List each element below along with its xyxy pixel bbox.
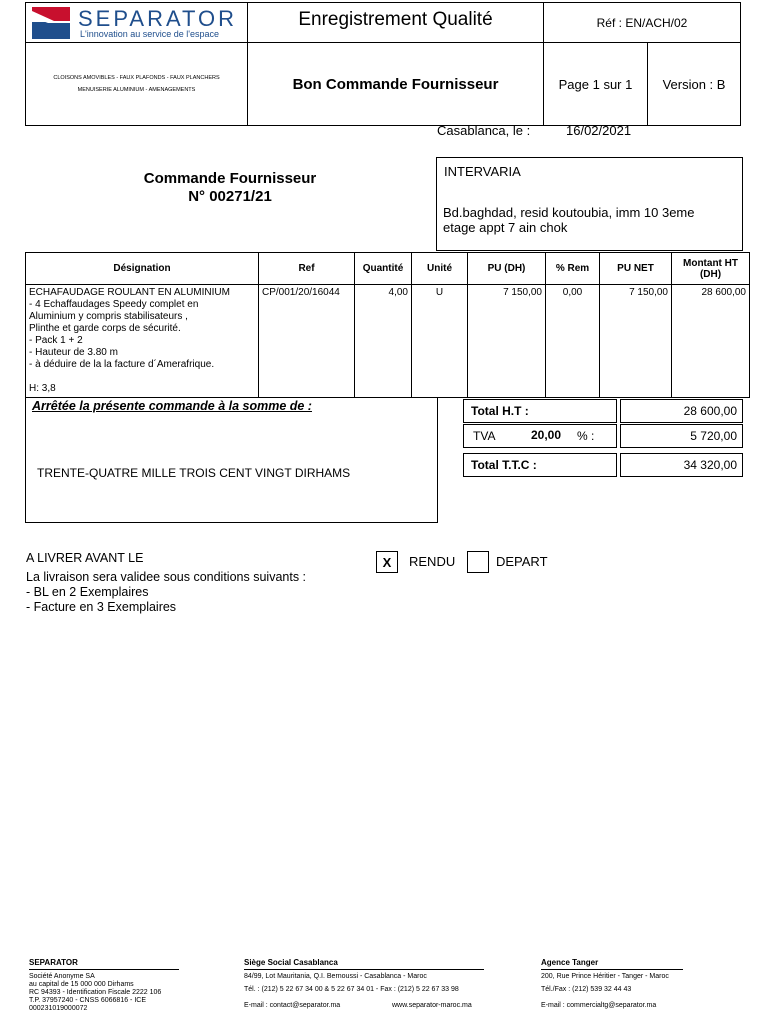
- supplier-address-2: etage appt 7 ain chok: [443, 220, 568, 235]
- activities-cell: [25, 42, 248, 126]
- footer-tangier-phone: Tél./Fax : (212) 539 32 44 43: [541, 986, 632, 993]
- cell-pu: 7 150,00: [468, 285, 546, 398]
- footer-head-office-title: Siège Social Casablanca: [244, 958, 484, 970]
- footer-head-office-address: 84/99, Lot Mauritania, Q.I. Bernoussi - Casablanca - Maroc: [244, 972, 427, 980]
- condition-line: La livraison sera validee sous conditions suivants :: [26, 570, 307, 584]
- tva-label-box: [463, 424, 617, 448]
- tva-rate: 20,00: [531, 428, 562, 442]
- separator-logo-icon: [32, 7, 70, 39]
- footer-company-line: T.P. 37957240 - CNSS 6066816 - ICE: [29, 997, 147, 1004]
- cell-quantite: 4,00: [355, 285, 412, 398]
- cell-ref: CP/001/20/16044: [259, 285, 355, 398]
- col-montant: Montant HT (DH): [672, 253, 750, 285]
- designation-line: ECHAFAUDAGE ROULANT EN ALUMINIUM: [29, 287, 230, 298]
- col-rem: % Rem: [546, 253, 600, 285]
- order-title: Commande Fournisseur: [143, 170, 317, 187]
- total-ht-value: 28 600,00: [683, 404, 737, 418]
- rendu-checkbox[interactable]: X: [376, 551, 398, 573]
- doc-title: Bon Commande Fournisseur: [292, 75, 499, 93]
- designation-line: - à déduire de la la facture d´Amerafrique.: [29, 359, 215, 370]
- cell-designation: [26, 285, 259, 398]
- doc-title-cell: [247, 42, 544, 126]
- brand-name: SEPARATOR: [78, 6, 238, 31]
- amount-words-label: Arrêtée la présente commande à la somme de :: [32, 399, 312, 413]
- supplier-address-1: Bd.baghdad, resid koutoubia, imm 10 3eme: [443, 205, 695, 220]
- amount-words-box: [25, 397, 438, 523]
- total-ttc-label: Total T.T.C :: [471, 458, 537, 472]
- total-ttc-value: 34 320,00: [683, 458, 737, 472]
- table-row: [26, 285, 750, 398]
- designation-line: [29, 371, 255, 383]
- footer-company-line: au capital de 15 000 000 Dirhams: [29, 981, 134, 988]
- items-table: [25, 252, 750, 398]
- total-ttc-label-box: [463, 453, 617, 477]
- footer-website-link[interactable]: www.separator-maroc.ma: [392, 1001, 472, 1009]
- record-title-cell: [247, 2, 544, 43]
- cell-montant: 28 600,00: [672, 285, 750, 398]
- activities-line-1: CLOISONS AMOVIBLES - FAUX PLAFONDS - FAUX PLANCHERS: [53, 75, 220, 81]
- footer-company: [29, 958, 179, 1013]
- designation-line: - Pack 1 + 2: [29, 335, 83, 346]
- record-title: Enregistrement Qualité: [298, 9, 493, 30]
- page-cell: [543, 42, 648, 126]
- version: Version : B: [662, 76, 726, 92]
- supplier-box: [436, 157, 743, 251]
- page-number: Page 1 sur 1: [558, 76, 633, 92]
- footer-company-line: 000231019000072: [29, 1005, 88, 1012]
- designation-line: Plinthe et garde corps de sécurité.: [29, 323, 181, 334]
- footer-tangier-title: Agence Tanger: [541, 958, 683, 970]
- total-ttc-value-box: [620, 453, 743, 477]
- tva-value-box: [620, 424, 743, 448]
- delivery-label: A LIVRER AVANT LE: [26, 551, 144, 565]
- tva-percent: % :: [577, 429, 595, 443]
- condition-line: - Facture en 3 Exemplaires: [26, 600, 177, 614]
- designation-line: Aluminium y compris stabilisateurs ,: [29, 311, 188, 322]
- table-header-row: [26, 253, 750, 285]
- condition-line: - BL en 2 Exemplaires: [26, 585, 149, 599]
- footer-head-office: [244, 958, 484, 1011]
- footer-head-office-phone: Tél. : (212) 5 22 67 34 00 & 5 22 67 34 01 - Fax : (212) 5 22 67 33 98: [244, 986, 459, 993]
- footer-tangier-email[interactable]: E-mail : commercialtg@separator.ma: [541, 1001, 657, 1009]
- rendu-label: RENDU: [409, 554, 456, 569]
- ref-cell: [543, 2, 741, 43]
- col-quantite: Quantité: [355, 253, 412, 285]
- footer-tangier-address: 200, Rue Prince Héritier - Tanger - Maroc: [541, 972, 669, 980]
- supplier-name: INTERVARIA: [444, 164, 521, 179]
- col-ref: Ref: [259, 253, 355, 285]
- cell-pu-net: 7 150,00: [600, 285, 672, 398]
- depart-checkbox[interactable]: [467, 551, 489, 573]
- tva-value: 5 720,00: [690, 429, 737, 443]
- doc-ref: Réf : EN/ACH/02: [596, 15, 688, 30]
- col-pu: PU (DH): [468, 253, 546, 285]
- designation-line: - Hauteur de 3.80 m: [29, 347, 118, 358]
- brand-tagline: L'innovation au service de l'espace: [80, 29, 220, 39]
- col-pu-net: PU NET: [600, 253, 672, 285]
- designation-line: - 4 Echaffaudages Speedy complet en: [29, 299, 199, 310]
- total-ht-label: Total H.T :: [471, 404, 529, 418]
- activities-line-2: MENUISERIE ALUMINIUM - AMENAGEMENTS: [77, 87, 196, 93]
- col-designation: Désignation: [26, 253, 259, 285]
- place-label: Casablanca, le :: [437, 123, 531, 138]
- footer-company-line: RC 94393 - Identification Fiscale 2222 106: [29, 989, 162, 996]
- total-ht-value-box: [620, 399, 743, 423]
- version-cell: [647, 42, 741, 126]
- cell-rem: 0,00: [546, 285, 600, 398]
- order-date: 16/02/2021: [566, 123, 632, 138]
- cell-unite: U: [412, 285, 468, 398]
- designation-line: H: 3,8: [29, 383, 56, 394]
- footer-tangier: [541, 958, 711, 1010]
- amount-words-text: TRENTE-QUATRE MILLE TROIS CENT VINGT DIRHAMS: [37, 466, 351, 480]
- depart-label: DEPART: [496, 554, 548, 569]
- order-number: N° 00271/21: [188, 188, 272, 205]
- footer-head-office-email[interactable]: E-mail : contact@separator.ma: [244, 1001, 341, 1009]
- col-unite: Unité: [412, 253, 468, 285]
- total-ht-label-box: [463, 399, 617, 423]
- footer-company-title: SEPARATOR: [29, 958, 179, 970]
- footer-company-line: Société Anonyme SA: [29, 972, 95, 980]
- delivery-conditions: [26, 570, 306, 615]
- tva-label: TVA: [473, 429, 496, 443]
